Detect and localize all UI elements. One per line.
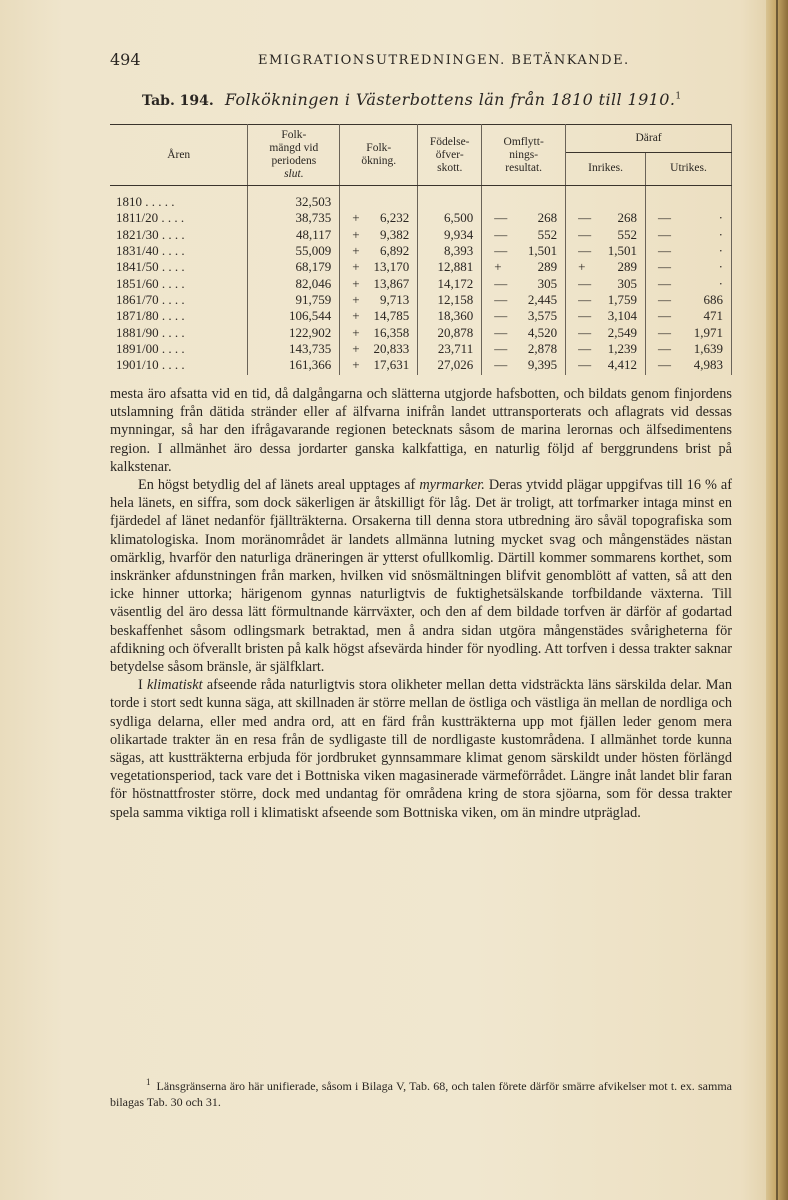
cell-internal: + 289: [566, 259, 646, 275]
cell-population: 161,366: [248, 357, 340, 375]
cell-growth: + 9,382: [340, 227, 418, 243]
cell-internal: — 2,549: [566, 324, 646, 340]
table-row: [110, 357, 732, 375]
cell-period: 1891/00 . . . .: [110, 341, 248, 357]
cell-population: 48,117: [248, 227, 340, 243]
cell-birth-surplus: 27,026: [418, 357, 482, 375]
cell-growth: + 20,833: [340, 341, 418, 357]
cell-birth-surplus: 12,881: [418, 259, 482, 275]
footnote-mark: 1: [146, 1077, 151, 1087]
cell-internal: [566, 186, 646, 211]
col-header-birth-surplus: Födelse- öfver- skott.: [418, 125, 482, 186]
cell-growth: + 13,867: [340, 275, 418, 291]
cell-external: — 1,639: [646, 341, 732, 357]
footnote: [110, 1074, 732, 1110]
cell-birth-surplus: 8,393: [418, 243, 482, 259]
col-header-population: Folk- mängd vid periodens slut.: [248, 125, 340, 186]
table-row: [110, 324, 732, 340]
paragraph-1: mesta äro afsatta vid en tid, då dalgångarna och slätterna utgjorde hafsbotten, och bildats genom finjordens utslamning från dätida stränder eller af älfvarna inifrån landet uttransporterats och aflagrats vid dessas mynningar, så har den ifrågavarande regionen betecknats såsom de marina lerornas och älfsedimentens region. I allmänhet äro dessa jordarter ganska kalkfattiga, en naturlig följd af berggrundens brist på kalkstenar.: [110, 386, 732, 475]
cell-period: 1851/60 . . . .: [110, 275, 248, 291]
running-header: [110, 50, 730, 74]
cell-population: 32,503: [248, 186, 340, 211]
cell-migration: + 289: [482, 259, 566, 275]
cell-internal: — 305: [566, 275, 646, 291]
page-binding-line: [776, 0, 778, 1200]
cell-external: — ·: [646, 243, 732, 259]
cell-external: — 686: [646, 292, 732, 308]
cell-period: 1841/50 . . . .: [110, 259, 248, 275]
paragraph-2: En högst betydlig del af länets areal upptages af myrmarker. Deras ytvidd plägar uppgifvas till 16 % af hela länets, en siffra, som dock säkerligen är åtskilligt för låg. Det är troligt, att torfmarker intaga minst en fjärdedel af länet nedanför fjällträkterna. Orsakerna till denna stora utbredning äro såväl topografiska som klimatologiska. Inom moränområdet är landets allmänna lutning mycket svag och mångenstädes nästan omärklig, hvarför den naturliga dräneringen är ytterst ofullkomlig. Därtill kommer sommarens korthet, som inskränker afdunstningen från marken, hvilken vid snösmältningen blifvit genomblött af vatten, så att den icke hinner uttorka; härigenom gynnas naturligtvis de fuktighetsälskande torfbildande växterna. Till väsentlig del äro dessa lätt förmultnande kärrväxter, och den af dem bildade torfven är därför af godartad beskaffenhet såsom odlingsmark betraktad, men å andra sidan utgöra mångenstädes svårigheterna för afdikning och öfverallt bristen på kalk högst afsevärda hinder för nyodling. Att torfven i dessa trakter saknar betydelse såsom bränsle, är själfklart.: [110, 477, 732, 676]
cell-migration: — 552: [482, 227, 566, 243]
cell-period: 1861/70 . . . .: [110, 292, 248, 308]
table-title-footnote-mark: 1: [675, 91, 682, 102]
cell-migration: — 268: [482, 210, 566, 226]
paragraph-3: I klimatiskt afseende råda naturligtvis stora olikheter mellan detta vidsträckta läns särskilda delar. Man torde i stort sedt kunna säga, att skillnaden är större mellan de östliga och västliga än mellan de nordliga och sydliga delarna, eller med andra ord, att en färd från kustträkterna upp mot fjällen leder genom mera olikartade trakter än en resa från de sydligaste till de nordligaste kustområdena. I allmänhet torde kunna sägas, att kustträkterna erbjuda för jordbruket gynnsammare klimat genom särskildt under hösten förlängd vegetationsperiod, tack vare det i Bottniska viken magasinerade värmeförrådet. Längre inåt landet blir faran för höstnattfroster större, dock med undantag för områdena kring de stora sjöarna, som för dessa trakter spela samma viktiga roll i klimatiskt afseende som Bottniska viken, om än mindre utpräglad.: [110, 677, 732, 821]
cell-birth-surplus: 12,158: [418, 292, 482, 308]
cell-growth: + 17,631: [340, 357, 418, 375]
table-row: [110, 227, 732, 243]
col-header-year: Åren: [110, 125, 248, 186]
cell-period: 1810 . . . . .: [110, 186, 248, 211]
cell-growth: [340, 186, 418, 211]
cell-external: — ·: [646, 259, 732, 275]
cell-growth: + 14,785: [340, 308, 418, 324]
cell-growth: + 9,713: [340, 292, 418, 308]
cell-migration: — 1,501: [482, 243, 566, 259]
cell-migration: — 3,575: [482, 308, 566, 324]
cell-birth-surplus: 18,360: [418, 308, 482, 324]
cell-population: 82,046: [248, 275, 340, 291]
cell-external: — 471: [646, 308, 732, 324]
cell-growth: + 6,232: [340, 210, 418, 226]
cell-external: — ·: [646, 275, 732, 291]
cell-external: [646, 186, 732, 211]
cell-period: 1831/40 . . . .: [110, 243, 248, 259]
table-row: [110, 341, 732, 357]
table-body: [110, 186, 732, 376]
table-row: [110, 259, 732, 275]
cell-external: — 4,983: [646, 357, 732, 375]
table-label: Tab. 194.: [142, 93, 214, 109]
cell-period: 1881/90 . . . .: [110, 324, 248, 340]
cell-migration: — 305: [482, 275, 566, 291]
cell-population: 55,009: [248, 243, 340, 259]
cell-growth: + 13,170: [340, 259, 418, 275]
cell-population: 91,759: [248, 292, 340, 308]
cell-period: 1811/20 . . . .: [110, 210, 248, 226]
table-row: [110, 210, 732, 226]
cell-birth-surplus: 23,711: [418, 341, 482, 357]
body-text: [110, 385, 732, 822]
cell-internal: — 3,104: [566, 308, 646, 324]
cell-growth: + 6,892: [340, 243, 418, 259]
cell-population: 122,902: [248, 324, 340, 340]
cell-population: 143,735: [248, 341, 340, 357]
cell-birth-surplus: 20,878: [418, 324, 482, 340]
table-row: [110, 308, 732, 324]
cell-period: 1901/10 . . . .: [110, 357, 248, 375]
cell-external: — 1,971: [646, 324, 732, 340]
cell-birth-surplus: 9,934: [418, 227, 482, 243]
cell-internal: — 268: [566, 210, 646, 226]
cell-migration: — 4,520: [482, 324, 566, 340]
footnote-text: Länsgränserna äro här unifierade, såsom i Bilaga V, Tab. 68, och talen förete därför smärre afvikelser mot t. ex. samma bilagas Tab. 30 och 31.: [110, 1079, 732, 1109]
cell-migration: — 9,395: [482, 357, 566, 375]
table-caption: [142, 90, 722, 109]
col-header-external: Utrikes.: [646, 152, 732, 185]
cell-period: 1821/30 . . . .: [110, 227, 248, 243]
population-table: [110, 124, 732, 375]
cell-migration: [482, 186, 566, 211]
cell-migration: — 2,445: [482, 292, 566, 308]
cell-period: 1871/80 . . . .: [110, 308, 248, 324]
page-number: 494: [110, 50, 141, 69]
cell-population: 38,735: [248, 210, 340, 226]
cell-internal: — 1,239: [566, 341, 646, 357]
cell-birth-surplus: 6,500: [418, 210, 482, 226]
cell-external: — ·: [646, 227, 732, 243]
col-header-internal: Inrikes.: [566, 152, 646, 185]
table-row: [110, 243, 732, 259]
cell-migration: — 2,878: [482, 341, 566, 357]
population-table-wrap: [110, 124, 732, 375]
table-row: [110, 186, 732, 211]
col-header-migration: Omflytt- nings- resultat.: [482, 125, 566, 186]
cell-population: 68,179: [248, 259, 340, 275]
cell-internal: — 552: [566, 227, 646, 243]
cell-population: 106,544: [248, 308, 340, 324]
col-header-of-which: Däraf: [566, 125, 732, 153]
cell-internal: — 4,412: [566, 357, 646, 375]
table-row: [110, 292, 732, 308]
col-header-growth: Folk- ökning.: [340, 125, 418, 186]
cell-birth-surplus: [418, 186, 482, 211]
cell-external: — ·: [646, 210, 732, 226]
cell-growth: + 16,358: [340, 324, 418, 340]
table-row: [110, 275, 732, 291]
running-title: EMIGRATIONSUTREDNINGEN. BETÄNKANDE.: [258, 53, 630, 68]
table-title: Folkökningen i Västerbottens län från 1810 till 1910.: [224, 90, 676, 109]
cell-birth-surplus: 14,172: [418, 275, 482, 291]
cell-internal: — 1,759: [566, 292, 646, 308]
cell-internal: — 1,501: [566, 243, 646, 259]
